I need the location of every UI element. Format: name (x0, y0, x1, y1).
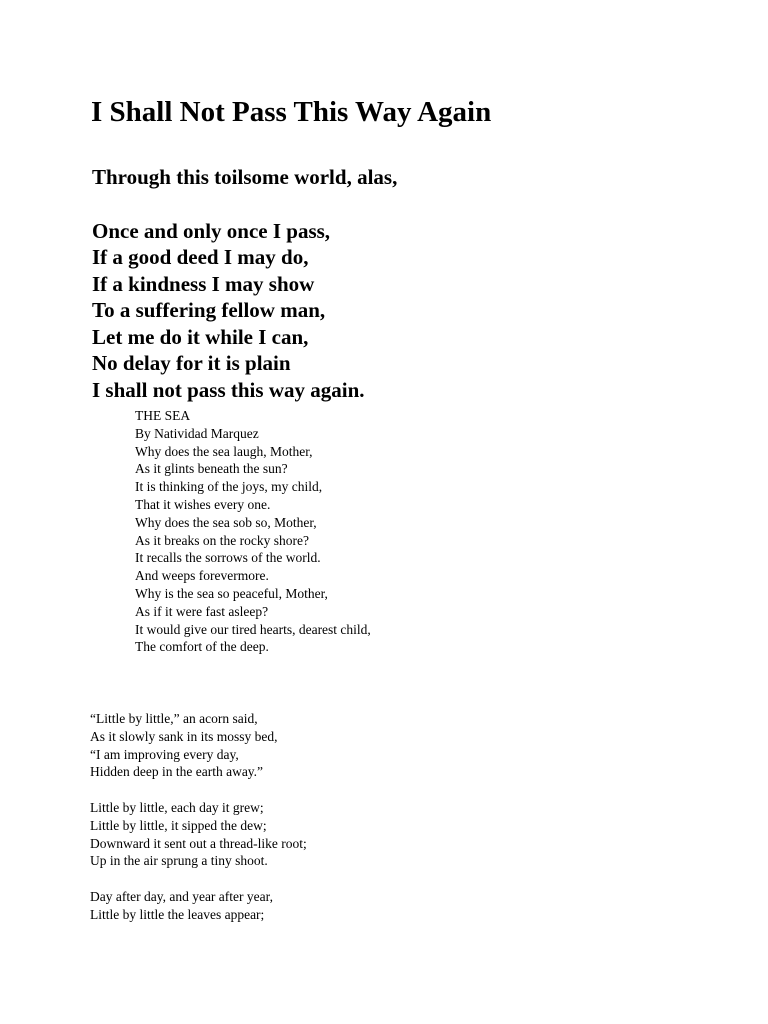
poem-line: No delay for it is plain (92, 351, 291, 375)
poem-line: Up in the air sprung a tiny shoot. (90, 853, 268, 869)
poem-line: The comfort of the deep. (135, 639, 269, 655)
poem-line: It would give our tired hearts, dearest child, (135, 621, 371, 637)
poem-title: I Shall Not Pass This Way Again (91, 96, 492, 128)
stanza-gap (90, 781, 650, 799)
poem-line: Little by little, it sipped the dew; (90, 817, 267, 833)
poem-shall-not-pass (92, 164, 692, 403)
poem-line: Why does the sea sob so, Mother, (135, 514, 317, 530)
poem-little-by-little (90, 710, 650, 924)
poem-the-sea (135, 407, 695, 656)
poem-line: It is thinking of the joys, my child, (135, 479, 323, 495)
poem-line: Once and only once I pass, (92, 218, 331, 243)
poem-line: And weeps forevermore. (135, 568, 269, 584)
poem-line: “Little by little,” an acorn said, (90, 711, 258, 726)
poem-line: As it breaks on the rocky shore? (135, 532, 309, 548)
poem-line: Little by little, each day it grew; (90, 799, 264, 815)
poem-line: As if it were fast asleep? (135, 603, 269, 619)
poem-line: “I am improving every day, (90, 746, 239, 762)
poem-line: Why is the sea so peaceful, Mother, (135, 585, 328, 601)
poem-line: Hidden deep in the earth away.” (90, 764, 264, 780)
poem-line: Downward it sent out a thread-like root; (90, 835, 307, 851)
poem-line: I shall not pass this way again. (92, 377, 365, 402)
sea-poem-title: THE SEA (135, 408, 191, 423)
poem-line: Why does the sea laugh, Mother, (135, 443, 313, 459)
poem-line: It recalls the sorrows of the world. (135, 550, 321, 566)
poem-line: To a suffering fellow man, (92, 298, 326, 322)
poem-line: As it slowly sank in its mossy bed, (90, 728, 278, 744)
stanza-gap (90, 870, 650, 888)
poem-line: Through this toilsome world, alas, (92, 165, 398, 189)
poem-line: Little by little the leaves appear; (90, 906, 265, 922)
poem-line: Let me do it while I can, (92, 324, 309, 349)
stanza-gap (92, 191, 692, 218)
poem-line: If a kindness I may show (92, 271, 315, 296)
poem-line: If a good deed I may do, (92, 245, 309, 269)
poem-line: Day after day, and year after year, (90, 888, 273, 904)
poem-line: That it wishes every one. (135, 496, 271, 512)
sea-poem-author: By Natividad Marquez (135, 425, 259, 441)
poem-line: As it glints beneath the sun? (135, 461, 288, 477)
